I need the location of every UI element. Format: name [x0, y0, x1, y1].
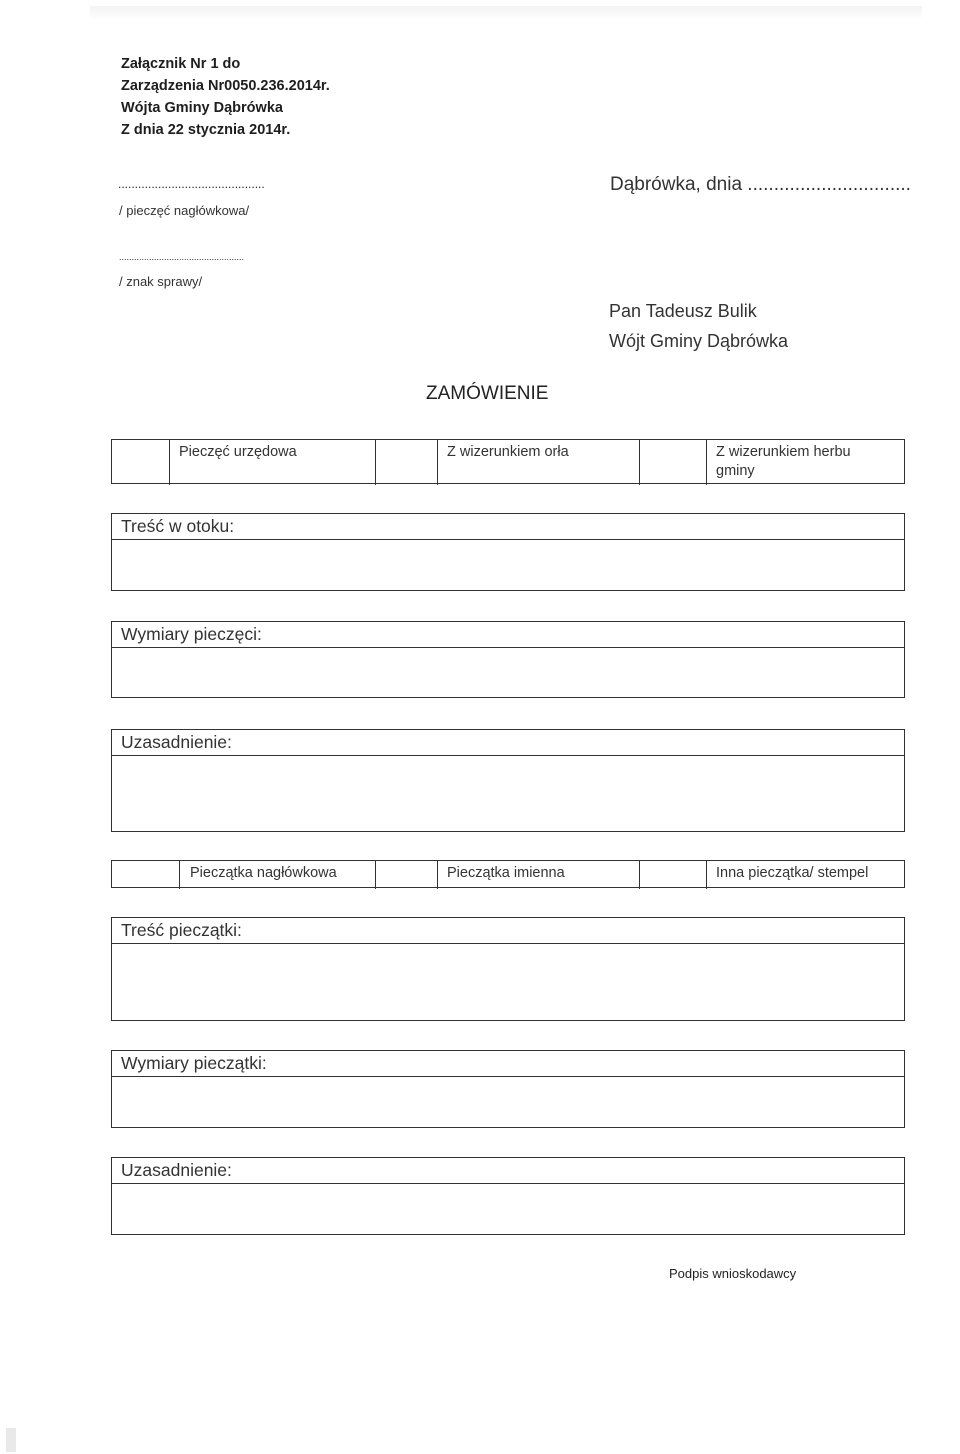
header-stamp-dots: ............................................	[118, 177, 265, 191]
case-number-dots: ..................................................	[119, 252, 245, 262]
seal-rim-text-box[interactable]	[111, 513, 905, 591]
seal-option-2-checkbox[interactable]	[375, 439, 376, 485]
stamp-option-1-cell	[179, 860, 180, 889]
scan-artifact-left	[6, 1428, 16, 1452]
seal-option-2-cell	[437, 439, 438, 485]
header-stamp-label: / pieczęć nagłówkowa/	[119, 203, 250, 218]
recipient-block	[609, 296, 788, 356]
stamp-option-3-checkbox[interactable]	[639, 860, 640, 889]
stamp-option-1-label: Pieczątka nagłówkowa	[190, 865, 337, 881]
seal-option-3-label: Z wizerunkiem herbu gminy	[716, 444, 851, 479]
seal-option-2-label: Z wizerunkiem orła	[447, 444, 569, 460]
stamp-option-2-cell	[437, 860, 438, 889]
case-number-label: / znak sprawy/	[119, 274, 203, 289]
recipient-position: Wójt Gminy Dąbrówka	[609, 331, 789, 351]
stamp-dimensions-label: Wymiary pieczątki:	[112, 1051, 904, 1077]
stamp-option-3-cell	[706, 860, 707, 889]
seal-justification-box[interactable]	[111, 729, 905, 832]
seal-rim-text-label: Treść w otoku:	[112, 514, 904, 540]
annex-line-2: Zarządzenia Nr0050.236.2014r.	[121, 78, 330, 94]
scan-artifact-top	[90, 6, 922, 20]
seal-justification-label: Uzasadnienie:	[112, 730, 904, 756]
annex-header	[121, 53, 330, 141]
seal-option-3-cell	[706, 439, 707, 485]
seal-option-3-checkbox[interactable]	[639, 439, 640, 485]
annex-line-4: Z dnia 22 stycznia 2014r.	[121, 122, 291, 138]
stamp-content-box[interactable]	[111, 917, 905, 1021]
seal-option-1-cell	[169, 439, 170, 485]
seal-type-row	[111, 439, 905, 484]
stamp-option-2-label: Pieczątka imienna	[447, 865, 565, 881]
seal-dimensions-box[interactable]	[111, 621, 905, 698]
seal-dimensions-label: Wymiary pieczęci:	[112, 622, 904, 648]
annex-line-1: Załącznik Nr 1 do	[121, 56, 241, 72]
annex-line-3: Wójta Gminy Dąbrówka	[121, 100, 283, 116]
seal-option-1-label: Pieczęć urzędowa	[179, 444, 297, 460]
stamp-type-row	[111, 860, 905, 888]
stamp-option-3-label: Inna pieczątka/ stempel	[716, 865, 869, 881]
document-title: ZAMÓWIENIE	[426, 383, 549, 404]
recipient-name: Pan Tadeusz Bulik	[609, 301, 757, 321]
place-date: Dąbrówka, dnia ...............................	[610, 174, 911, 195]
stamp-content-label: Treść pieczątki:	[112, 918, 904, 944]
stamp-dimensions-box[interactable]	[111, 1050, 905, 1128]
stamp-justification-box[interactable]	[111, 1157, 905, 1235]
stamp-option-2-checkbox[interactable]	[375, 860, 376, 889]
applicant-signature-label: Podpis wnioskodawcy	[669, 1266, 797, 1281]
stamp-justification-label: Uzasadnienie:	[112, 1158, 904, 1184]
